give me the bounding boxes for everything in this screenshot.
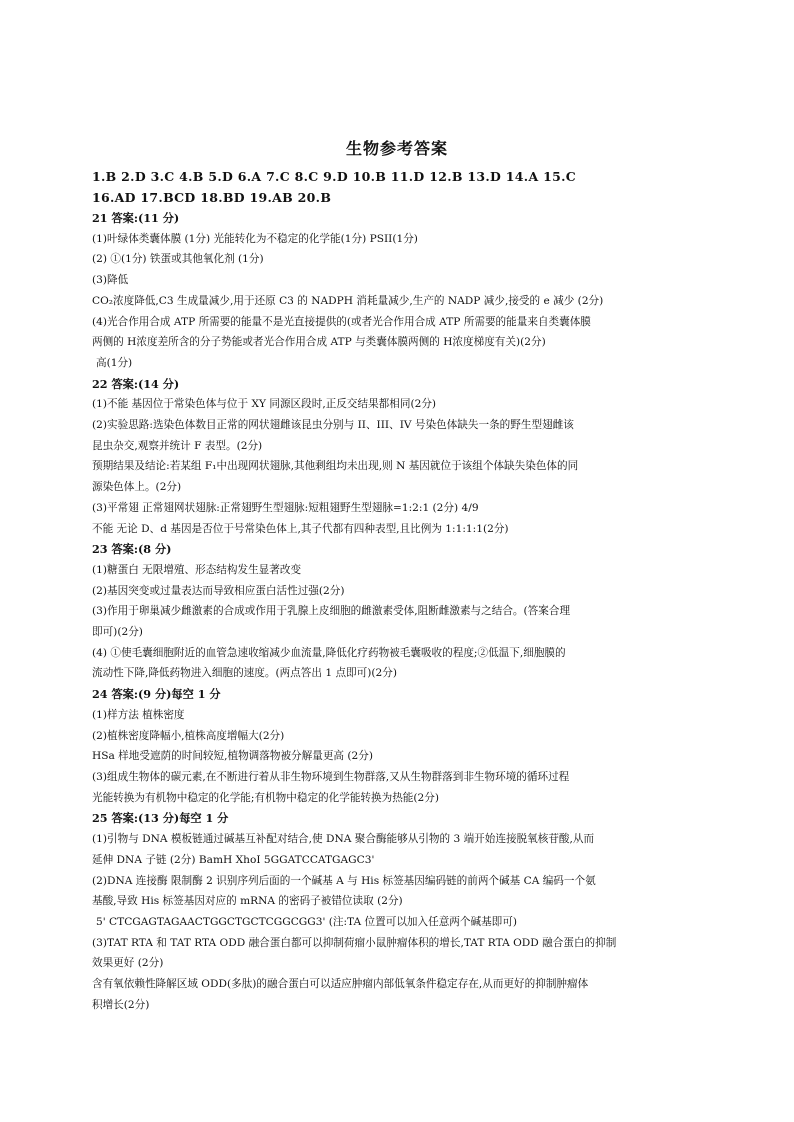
- q21-line: (2) ①(1分) 铁蛋或其他氧化剂 (1分): [92, 253, 264, 266]
- q25-line: (2)DNA 连接酶 限制酶 2 识别序列后面的一个碱基 A 与 His 标签基因编码链的前两个碱基 CA 编码一个氨: [92, 874, 596, 887]
- mc-answers-row-2: 16.AD 17.BCD 18.BD 19.AB 20.B: [92, 190, 332, 205]
- q22-header: 22 答案:(14 分): [92, 376, 180, 391]
- q21-line: CO₂浓度降低,C3 生成量减少,用于还原 C3 的 NADPH 消耗量减少,生产的 NADP 减少,接受的 e 减少 (2分): [92, 294, 604, 307]
- q24-line: HSa 样地受遮荫的时间较短,植物调落物被分解量更高 (2分): [92, 750, 373, 763]
- q25-line: 基酸,导致 His 标签基因对应的 mRNA 的密码子被错位读取 (2分): [92, 895, 403, 908]
- q21-line: 两侧的 H浓度差所含的分子势能或者光合作用合成 ATP 与类囊体膜两侧的 H浓度梯度有关)(2分): [92, 336, 546, 349]
- q22-line: 昆虫杂交,观察并统计 F 表型。(2分): [92, 439, 263, 452]
- q25-line: 含有氧依赖性降解区域 ODD(多肽)的融合蛋白可以适应肿瘤内部低氧条件稳定存在,从而更好的抑制肿瘤体: [92, 978, 589, 991]
- q23-header: 23 答案:(8 分): [92, 542, 172, 557]
- q23-line: (4) ①使毛囊细胞附近的血管急速收缩减少血流量,降低化疗药物被毛囊吸收的程度;②低温下,细胞膜的: [92, 646, 566, 659]
- answer-content: [92, 166, 712, 1015]
- q22-line: 不能 无论 D、d 基因是否位于号常染色体上,其子代都有四种表型,且比例为 1:1:1:1(2分): [92, 522, 509, 535]
- q22-line: 源染色体上。(2分): [92, 481, 182, 494]
- q25-line: (1)引物与 DNA 模板链通过碱基互补配对结合,使 DNA 聚合酶能够从引物的 3 端开始连接脱氧核苷酸,从而: [92, 833, 595, 846]
- q24-header: 24 答案:(9 分)每空 1 分: [92, 687, 221, 702]
- q23-line: 流动性下降,降低药物进入细胞的速度。(两点答出 1 点即可)(2分): [92, 667, 397, 680]
- q24-line: (2)植株密度降幅小,植株高度增幅大(2分): [92, 729, 285, 742]
- q25-line: (3)TAT RTA 和 TAT RTA ODD 融合蛋白都可以抑制荷瘤小鼠肿瘤体积的增长,TAT RTA ODD 融合蛋白的抑制: [92, 936, 617, 949]
- q25-line: 延伸 DNA 子链 (2分) BamH XhoI 5GGATCCATGAGC3': [92, 853, 375, 866]
- q21-line: (1)叶绿体类囊体膜 (1分) 光能转化为不稳定的化学能(1分) PSII(1分): [92, 232, 418, 245]
- q25-line: 积增长(2分): [92, 998, 150, 1011]
- q25-line: 效果更好 (2分): [92, 957, 164, 970]
- q21-line: (3)降低: [92, 274, 129, 287]
- q23-line: (3)作用于卵巢减少雌激素的合成或作用于乳腺上皮细胞的雌激素受体,阻断雌激素与之结合。(答案合理: [92, 605, 571, 618]
- q22-line: (2)实验思路:选染色体数目正常的网状翅雌该昆虫分别与 II、III、IV 号染色体缺失一条的野生型翅雌该: [92, 419, 574, 432]
- page-title: 生物参考答案: [345, 139, 448, 158]
- q23-line: (1)糖蛋白 无限增殖、形态结构发生显著改变: [92, 563, 302, 576]
- q21-line: (4)光合作用合成 ATP 所需要的能量不是光直接提供的(或者光合作用合成 ATP 所需要的能量来自类囊体膜: [92, 315, 591, 328]
- mc-answers-row-1: 1.B 2.D 3.C 4.B 5.D 6.A 7.C 8.C 9.D 10.B 11.D 12.B 13.D 14.A 15.C: [92, 169, 577, 184]
- q24-line: (1)样方法 植株密度: [92, 708, 185, 721]
- q25-header: 25 答案:(13 分)每空 1 分: [92, 811, 229, 826]
- q21-header: 21 答案:(11 分): [92, 211, 180, 225]
- q24-line: 光能转换为有机物中稳定的化学能;有机物中稳定的化学能转换为热能(2分): [92, 791, 439, 804]
- q25-line: 5' CTCGAGTAGAACTGGCTGCTCGGCGG3' (注:TA 位置可以加入任意两个碱基即可): [96, 915, 518, 928]
- q21-line: 高(1分): [96, 356, 133, 369]
- q22-line: (3)平常翅 正常翅网状翅脉:正常翅野生型翅脉:短粗翅野生型翅脉=1:2:1 (2分) 4/9: [92, 501, 479, 514]
- q23-line: (2)基因突变或过量表达而导致相应蛋白活性过强(2分): [92, 584, 345, 597]
- q22-line: 预期结果及结论:若某组 F₁中出现网状翅脉,其他剩组均未出现,则 N 基因就位于该组个体缺失染色体的同: [92, 460, 579, 473]
- q23-line: 即可)(2分): [92, 626, 143, 639]
- q22-line: (1)不能 基因位于常染色体与位于 XY 同源区段时,正反交结果都相同(2分): [92, 398, 437, 411]
- q24-line: (3)组成生物体的碳元素,在不断进行着从非生物环境到生物群落,又从生物群落到非生物环境的循环过程: [92, 770, 570, 783]
